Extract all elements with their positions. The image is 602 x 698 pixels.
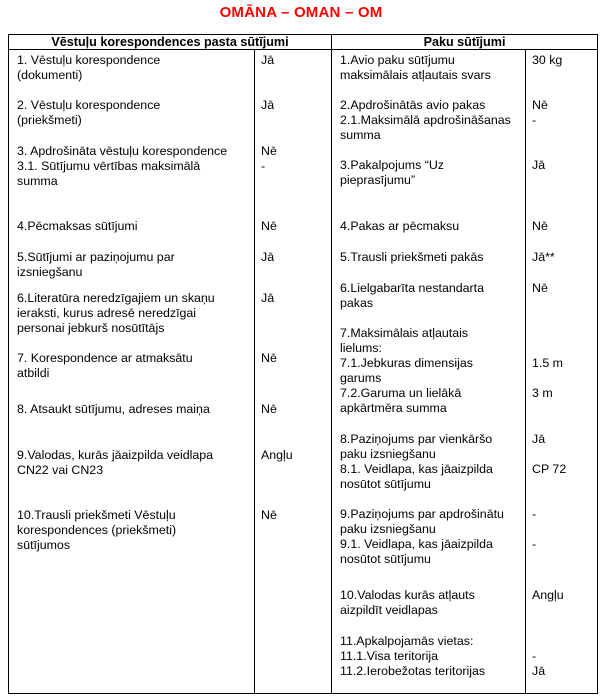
content-row [9,50,598,694]
right-item-3-label-line: pieprasījumu” [340,173,416,187]
right-item-5-label-line: 5.Trausli priekšmeti pakās [340,250,484,264]
left-item-4-value: Nē [261,219,277,233]
right-item-11-label-line: 11.1.Visa teritorija [340,649,439,663]
right-item-9-label-line: nosūtot sūtījumu [340,552,431,566]
left-item-5-label-line: izsniegšanu [17,265,83,279]
page-title: OMĀNA – OMAN – OM [219,4,383,21]
header-parcel-services: Paku sūtījumi [332,35,598,50]
services-table [8,34,598,694]
header-row [9,35,598,50]
right-item-7-value: 1.5 m [532,356,563,370]
left-item-6-label-line: 6.Literatūra neredzīgajiem un skaņu [17,291,215,305]
left-item-3-value: - [261,159,266,173]
left-item-7-label-line: atbildi [17,366,50,380]
right-item-7-label-line: 7.Maksimālais atļautais [340,326,469,340]
left-item-9-label-line: 9.Valodas, kurās jāaizpilda veidlapa [17,448,214,462]
left-item-5-value: Jā [261,250,275,264]
right-item-7-label-line: 7.1.Jebkuras dimensijas [340,356,473,370]
right-item-2-label-line: summa [340,128,381,142]
header-letter-services: Vēstuļu korespondences pasta sūtījumi [9,35,332,50]
right-item-11-label-line: 11.2.Ierobežotas teritorijas [340,664,486,678]
right-item-8-label-line: 8.1. Veidlapa, kas jāaizpilda [340,462,493,476]
left-item-3-label-line: 3.1. Sūtījumu vērtības maksimālā [17,159,201,173]
left-item-10-label-line: korespondences (priekšmeti) [17,523,177,537]
right-item-5-value: Jā** [532,250,555,264]
left-item-6-value: Jā [261,291,275,305]
right-item-8-label-line: 8.Paziņojums par vienkāršo [340,432,493,446]
right-values-cell [526,50,598,694]
left-item-3-value: Nē [261,144,277,158]
left-item-10-label-line: sūtījumos [17,538,71,552]
left-item-4-label-line: 4.Pēcmaksas sūtījumi [17,219,138,233]
right-item-6-value: Nē [532,281,548,295]
left-item-8-label-line: 8. Atsaukt sūtījumu, adreses maiņa [17,402,210,416]
right-item-2-value: Nē [532,98,548,112]
left-item-9-label-line: CN22 vai CN23 [17,463,104,477]
right-item-6-label-line: pakas [340,296,374,310]
left-values-cell [255,50,332,694]
right-item-1-label-line: maksimālais atļautais svars [340,68,491,82]
right-item-7-label-line: garums [340,371,382,385]
left-item-2-label-line: 2. Vēstuļu korespondence [17,98,161,112]
right-item-11-value: - [532,649,537,663]
right-item-2-label-line: 2.Apdrošinātās avio pakas [340,98,486,112]
right-item-3-value: Jā [532,158,546,172]
right-item-9-label-line: 9.Paziņojums par apdrošinātu [340,507,504,521]
right-item-8-label-line: nosūtot sūtījumu [340,477,431,491]
left-item-5-label-line: 5.Sūtījumi ar paziņojumu par [17,250,175,264]
left-item-3-label-line: 3. Apdrošināta vēstuļu korespondence [17,144,228,158]
right-item-9-value: - [532,507,537,521]
left-labels-cell [9,50,255,694]
left-item-2-value: Jā [261,98,275,112]
right-item-8-value: Jā [532,432,546,446]
left-item-1-label-line: (dokumenti) [17,68,83,82]
right-item-1-value: 30 kg [532,53,563,67]
right-item-1-label-line: 1.Avio paku sūtījumu [340,53,455,67]
right-item-2-label-line: 2.1.Maksimālā apdrošināšanas [340,113,511,127]
right-item-2-value: - [532,113,537,127]
left-item-10-value: Nē [261,508,277,522]
left-item-7-label-line: 7. Korespondence ar atmaksātu [17,351,193,365]
right-item-3-label-line: 3.Pakalpojums “Uz [340,158,444,172]
left-item-8-value: Nē [261,402,277,416]
left-item-10-label-line: 10.Trausli priekšmeti Vēstuļu [17,508,176,522]
left-item-3-label-line: summa [17,174,58,188]
right-item-10-label-line: aizpildīt veidlapas [340,603,438,617]
left-item-6-label-line: personai jebkurš nosūtītājs [17,321,165,335]
right-item-7-label-line: 7.2.Garuma un lielākā [340,386,462,400]
right-item-10-value: Angļu [532,588,564,602]
right-item-8-value: CP 72 [532,462,567,476]
right-item-9-label-line: paku izsniegšanu [340,522,436,536]
left-item-7-value: Nē [261,351,277,365]
left-item-9-value: Angļu [261,448,293,462]
right-item-8-label-line: paku izsniegšanu [340,447,436,461]
right-item-4-label-line: 4.Pakas ar pēcmaksu [340,219,460,233]
right-item-11-value: Jā [532,664,546,678]
right-item-4-value: Nē [532,219,548,233]
right-item-10-label-line: 10.Valodas kurās atļauts [340,588,475,602]
right-item-7-label-line: apkārtmēra summa [340,401,447,415]
left-item-1-label-line: 1. Vēstuļu korespondence [17,53,161,67]
right-item-7-value: 3 m [532,386,553,400]
right-item-9-value: - [532,537,537,551]
right-item-7-label-line: lielums: [340,341,382,355]
right-item-11-label-line: 11.Apkalpojamās vietas: [340,634,474,648]
left-item-1-value: Jā [261,53,275,67]
left-item-6-label-line: ieraksti, kurus adresē neredzīgai [17,306,197,320]
right-item-9-label-line: 9.1. Veidlapa, kas jāaizpilda [340,537,493,551]
right-labels-cell [332,50,526,694]
right-item-6-label-line: 6.Lielgabarīta nestandarta [340,281,484,295]
left-item-2-label-line: (priekšmeti) [17,113,82,127]
